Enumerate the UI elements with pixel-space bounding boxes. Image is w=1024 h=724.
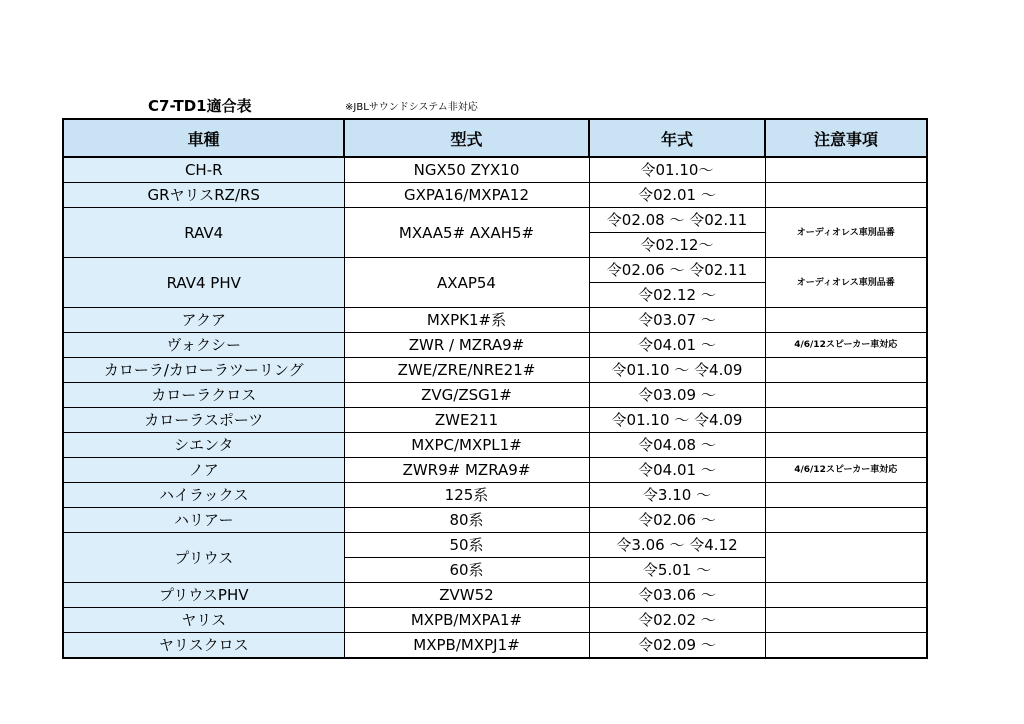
model-cell: ヴォクシー [63,333,344,358]
year-cell: 令03.07 ～ [589,308,765,333]
type-cell: MXPB/MXPA1# [344,608,589,633]
type-cell: 60系 [344,558,589,583]
year-cell: 令01.10 ～ 令4.09 [589,408,765,433]
table-row [63,383,927,408]
table-row [63,458,927,483]
year-cell: 令02.02 ～ [589,608,765,633]
type-cell: ZWE/ZRE/NRE21# [344,358,589,383]
notes-cell: 4/6/12スピーカー車対応 [765,333,927,358]
type-cell: GXPA16/MXPA12 [344,183,589,208]
notes-cell [765,483,927,508]
header-year: 年式 [589,119,765,157]
year-cell: 令5.01 ～ [589,558,765,583]
year-cell: 令04.08 ～ [589,433,765,458]
model-cell: プリウス [63,533,344,583]
table-row [63,408,927,433]
table-row [63,533,927,558]
year-cell: 令01.10 ～ 令4.09 [589,358,765,383]
year-cell: 令01.10～ [589,157,765,183]
table-row [63,483,927,508]
year-cell: 令3.06 ～ 令4.12 [589,533,765,558]
type-cell: MXAA5# AXAH5# [344,208,589,258]
notes-cell [765,183,927,208]
table-row [63,183,927,208]
model-cell: アクア [63,308,344,333]
year-cell: 令02.08 ～ 令02.11 [589,208,765,233]
notes-cell [765,157,927,183]
table-row [63,208,927,233]
type-cell: ZWE211 [344,408,589,433]
notes-cell [765,383,927,408]
notes-cell [765,633,927,659]
table-row [63,358,927,383]
header-model: 車種 [63,119,344,157]
year-cell: 令02.06 ～ [589,508,765,533]
model-cell: カローラ/カローラツーリング [63,358,344,383]
type-cell: MXPK1#系 [344,308,589,333]
model-cell: カローラスポーツ [63,408,344,433]
model-cell: ヤリス [63,608,344,633]
model-cell: CH-R [63,157,344,183]
year-cell: 令03.09 ～ [589,383,765,408]
table-row [63,157,927,183]
table-row [63,333,927,358]
notes-cell [765,608,927,633]
model-cell: シエンタ [63,433,344,458]
type-cell: ZWR / MZRA9# [344,333,589,358]
table-row [63,508,927,533]
type-cell: ZWR9# MZRA9# [344,458,589,483]
header-notes: 注意事項 [765,119,927,157]
notes-cell [765,433,927,458]
type-cell: AXAP54 [344,258,589,308]
year-cell: 令04.01 ～ [589,458,765,483]
model-cell: プリウスPHV [63,583,344,608]
notes-cell [765,508,927,533]
table-row [63,258,927,283]
model-cell: GRヤリスRZ/RS [63,183,344,208]
type-cell: 50系 [344,533,589,558]
year-cell: 令02.12 ～ [589,283,765,308]
model-cell: ハリアー [63,508,344,533]
table-row [63,433,927,458]
notes-cell [765,533,927,583]
type-cell: NGX50 ZYX10 [344,157,589,183]
header-type: 型式 [344,119,589,157]
year-cell: 令04.01 ～ [589,333,765,358]
notes-cell [765,358,927,383]
table-row [63,583,927,608]
year-cell: 令3.10 ～ [589,483,765,508]
document-title: C7-TD1適合表 [148,97,252,115]
type-cell: MXPC/MXPL1# [344,433,589,458]
model-cell: ヤリスクロス [63,633,344,659]
type-cell: 80系 [344,508,589,533]
type-cell: 125系 [344,483,589,508]
type-cell: ZVW52 [344,583,589,608]
type-cell: ZVG/ZSG1# [344,383,589,408]
type-cell: MXPB/MXPJ1# [344,633,589,659]
notes-cell: オーディオレス車別品番 [765,258,927,308]
model-cell: RAV4 [63,208,344,258]
notes-cell [765,408,927,433]
model-cell: カローラクロス [63,383,344,408]
table-row [63,608,927,633]
notes-cell [765,308,927,333]
notes-cell [765,583,927,608]
model-cell: RAV4 PHV [63,258,344,308]
year-cell: 令02.12～ [589,233,765,258]
model-cell: ノア [63,458,344,483]
table-header-row [63,119,927,157]
year-cell: 令03.06 ～ [589,583,765,608]
model-cell: ハイラックス [63,483,344,508]
compatibility-table [62,118,928,659]
notes-cell: 4/6/12スピーカー車対応 [765,458,927,483]
table-row [63,308,927,333]
year-cell: 令02.09 ～ [589,633,765,659]
year-cell: 令02.06 ～ 令02.11 [589,258,765,283]
notes-cell: オーディオレス車別品番 [765,208,927,258]
year-cell: 令02.01 ～ [589,183,765,208]
table-row [63,633,927,659]
compatibility-note: ※JBLサウンドシステム非対応 [345,102,478,113]
